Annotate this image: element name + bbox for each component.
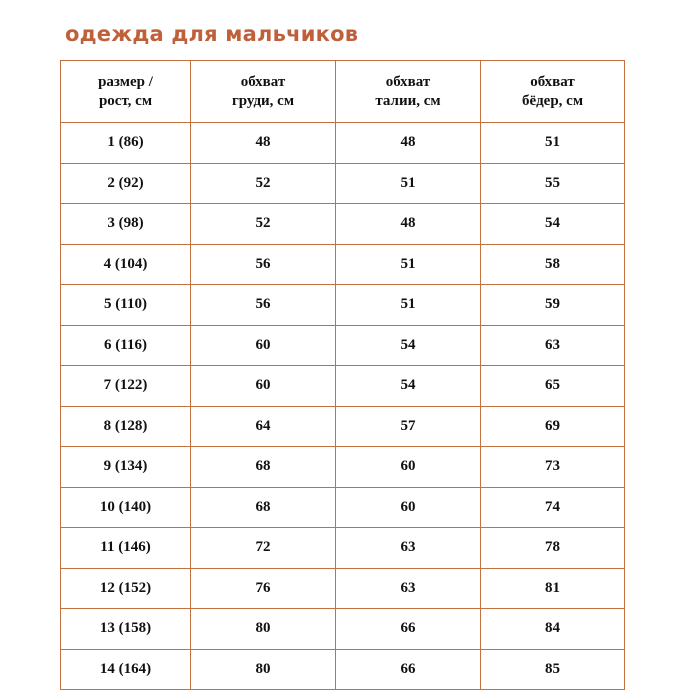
cell-hips: 69 (481, 406, 625, 447)
cell-chest: 48 (191, 123, 336, 164)
table-row (61, 487, 625, 528)
table-row (61, 366, 625, 407)
cell-hips: 81 (481, 568, 625, 609)
cell-hips: 58 (481, 244, 625, 285)
cell-waist: 66 (336, 609, 481, 650)
column-header-line-1: обхват (530, 73, 575, 90)
table-row (61, 528, 625, 569)
cell-size: 13 (158) (61, 609, 191, 650)
cell-hips: 65 (481, 366, 625, 407)
cell-hips: 55 (481, 163, 625, 204)
cell-waist: 60 (336, 447, 481, 488)
cell-chest: 76 (191, 568, 336, 609)
column-header-line-2: груди, см (231, 92, 295, 109)
cell-size: 6 (116) (61, 325, 191, 366)
cell-size: 8 (128) (61, 406, 191, 447)
cell-chest: 52 (191, 163, 336, 204)
cell-size: 14 (164) (61, 649, 191, 690)
cell-hips: 63 (481, 325, 625, 366)
column-header-line-2: талии, см (375, 92, 441, 109)
table-row (61, 649, 625, 690)
cell-size: 9 (134) (61, 447, 191, 488)
cell-hips: 85 (481, 649, 625, 690)
cell-size: 4 (104) (61, 244, 191, 285)
table-row (61, 244, 625, 285)
cell-size: 12 (152) (61, 568, 191, 609)
column-header-line-2: рост, см (98, 92, 153, 109)
cell-hips: 73 (481, 447, 625, 488)
table-header (61, 61, 625, 123)
cell-waist: 51 (336, 163, 481, 204)
cell-chest: 68 (191, 447, 336, 488)
cell-waist: 66 (336, 649, 481, 690)
table-header-row (61, 61, 625, 123)
cell-waist: 63 (336, 568, 481, 609)
cell-size: 10 (140) (61, 487, 191, 528)
cell-hips: 78 (481, 528, 625, 569)
table-row (61, 609, 625, 650)
table-row (61, 568, 625, 609)
column-header-line-2: бёдер, см (521, 92, 584, 109)
column-header-line-1: обхват (240, 73, 286, 90)
column-header-line-1: обхват (385, 73, 431, 90)
cell-size: 5 (110) (61, 285, 191, 326)
cell-chest: 60 (191, 325, 336, 366)
cell-waist: 63 (336, 528, 481, 569)
cell-size: 2 (92) (61, 163, 191, 204)
cell-waist: 51 (336, 244, 481, 285)
cell-hips: 59 (481, 285, 625, 326)
cell-waist: 48 (336, 204, 481, 245)
cell-chest: 60 (191, 366, 336, 407)
cell-chest: 80 (191, 649, 336, 690)
column-header-waist (336, 61, 481, 123)
cell-waist: 60 (336, 487, 481, 528)
cell-hips: 54 (481, 204, 625, 245)
cell-hips: 74 (481, 487, 625, 528)
table-row (61, 204, 625, 245)
cell-hips: 84 (481, 609, 625, 650)
size-table (60, 60, 625, 690)
cell-waist: 54 (336, 366, 481, 407)
column-header-hips (481, 61, 625, 123)
cell-chest: 56 (191, 285, 336, 326)
table-row (61, 447, 625, 488)
table-row (61, 285, 625, 326)
cell-waist: 54 (336, 325, 481, 366)
cell-chest: 64 (191, 406, 336, 447)
cell-size: 1 (86) (61, 123, 191, 164)
cell-waist: 57 (336, 406, 481, 447)
cell-chest: 68 (191, 487, 336, 528)
column-header-size (61, 61, 191, 123)
table-body (61, 123, 625, 690)
cell-hips: 51 (481, 123, 625, 164)
cell-chest: 72 (191, 528, 336, 569)
table-row (61, 325, 625, 366)
cell-size: 7 (122) (61, 366, 191, 407)
cell-chest: 56 (191, 244, 336, 285)
cell-chest: 80 (191, 609, 336, 650)
cell-waist: 48 (336, 123, 481, 164)
cell-chest: 52 (191, 204, 336, 245)
cell-waist: 51 (336, 285, 481, 326)
page-title: одежда для мальчиков (65, 22, 359, 46)
cell-size: 3 (98) (61, 204, 191, 245)
column-header-chest (191, 61, 336, 123)
table-row (61, 123, 625, 164)
cell-size: 11 (146) (61, 528, 191, 569)
table-row (61, 406, 625, 447)
column-header-line-1: размер / (98, 73, 153, 90)
table-row (61, 163, 625, 204)
